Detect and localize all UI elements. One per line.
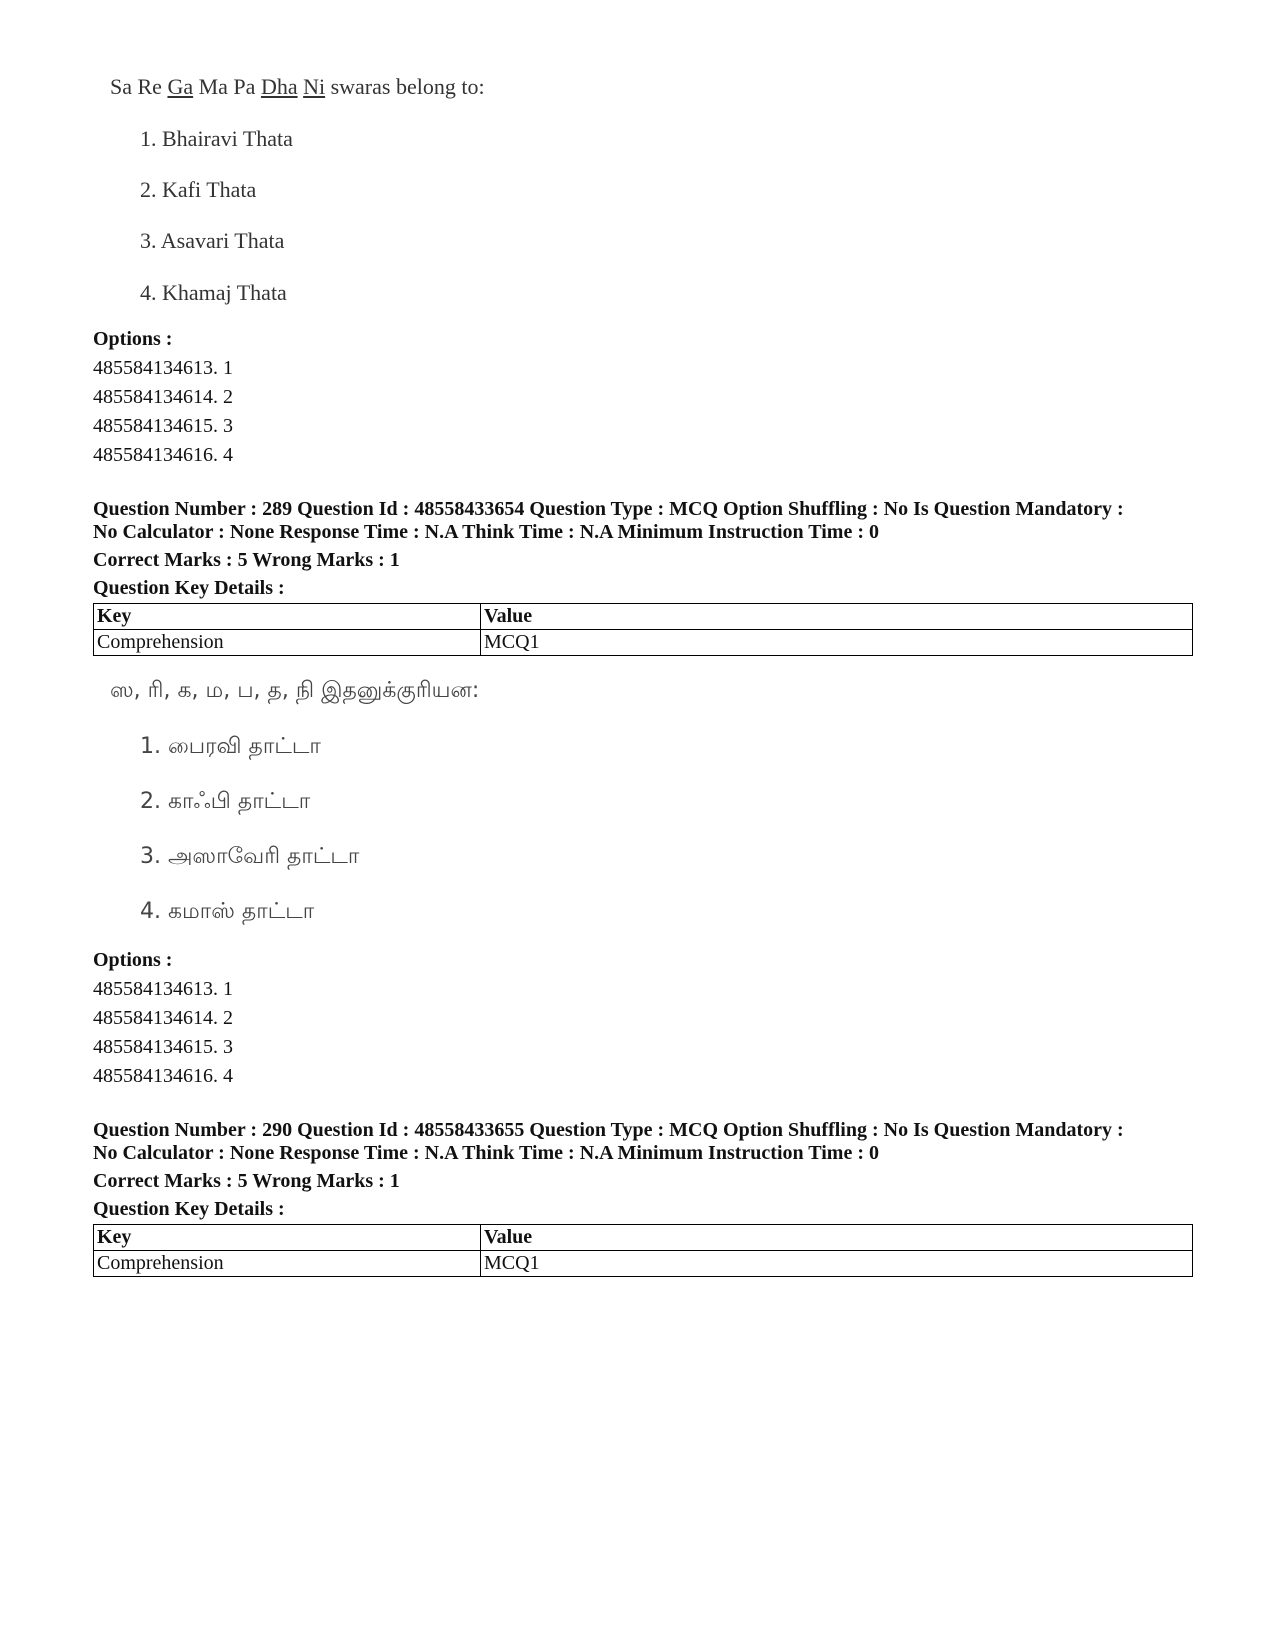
meta-line: Question Number : 289 Question Id : 48558433654 Question Type : MCQ Option Shuffling : No Is Question Mandatory : — [93, 498, 1124, 520]
meta-line: No Calculator : None Response Time : N.A Think Time : N.A Minimum Instruction Time : 0 — [93, 1142, 879, 1164]
choice-1: 1. Bhairavi Thata — [140, 126, 293, 151]
option-item: 485584134613. 1 — [93, 357, 233, 379]
options-list — [93, 325, 233, 470]
cell-key: Comprehension — [94, 630, 481, 656]
question-stem-english — [110, 74, 485, 100]
option-item: 485584134614. 2 — [93, 386, 233, 408]
option-item: 485584134616. 4 — [93, 444, 233, 466]
option-item: 485584134615. 3 — [93, 1036, 233, 1058]
stem-part-underlined: Ga — [167, 74, 194, 99]
key-details-table-289 — [93, 603, 1193, 656]
question-stem-tamil: ஸ, ரி, க, ம, ப, த, நி இதனுக்குரியன: — [110, 678, 480, 703]
options-label: Options : — [93, 949, 173, 971]
stem-part: swaras belong to: — [325, 74, 485, 99]
option-item: 485584134614. 2 — [93, 1007, 233, 1029]
stem-part: Sa Re — [110, 74, 168, 99]
option-item: 485584134613. 1 — [93, 978, 233, 1000]
key-details-table-290 — [93, 1224, 1193, 1277]
options-label: Options : — [93, 328, 173, 350]
question-meta-289 — [93, 498, 1193, 544]
choice-3: 3. அஸாவேரி தாட்டா — [140, 844, 360, 869]
question-meta-290 — [93, 1119, 1193, 1165]
choice-2: 2. காஃபி தாட்டா — [140, 789, 311, 814]
choice-4: 4. கமாஸ் தாட்டா — [140, 899, 315, 924]
meta-line: No Calculator : None Response Time : N.A Think Time : N.A Minimum Instruction Time : 0 — [93, 521, 879, 543]
cell-value: MCQ1 — [481, 630, 1193, 656]
key-details-label-289: Question Key Details : — [93, 577, 285, 599]
table-header-row — [94, 604, 1193, 630]
option-item: 485584134615. 3 — [93, 415, 233, 437]
cell-value: MCQ1 — [481, 1251, 1193, 1277]
stem-part-underlined: Dha — [260, 74, 298, 99]
marks-289: Correct Marks : 5 Wrong Marks : 1 — [93, 549, 400, 571]
marks-290: Correct Marks : 5 Wrong Marks : 1 — [93, 1170, 400, 1192]
header-key: Key — [94, 1225, 481, 1251]
stem-part-underlined: Ni — [303, 74, 326, 99]
table-header-row — [94, 1225, 1193, 1251]
header-value: Value — [481, 1225, 1193, 1251]
cell-key: Comprehension — [94, 1251, 481, 1277]
choice-4: 4. Khamaj Thata — [140, 280, 287, 305]
table-row — [94, 630, 1193, 656]
stem-part: Ma Pa — [193, 74, 261, 99]
option-item: 485584134616. 4 — [93, 1065, 233, 1087]
choice-2: 2. Kafi Thata — [140, 177, 257, 202]
key-details-label-290: Question Key Details : — [93, 1198, 285, 1220]
table-row — [94, 1251, 1193, 1277]
options-list — [93, 946, 233, 1091]
header-key: Key — [94, 604, 481, 630]
header-value: Value — [481, 604, 1193, 630]
choice-1: 1. பைரவி தாட்டா — [140, 734, 321, 759]
meta-line: Question Number : 290 Question Id : 48558433655 Question Type : MCQ Option Shuffling : No Is Question Mandatory : — [93, 1119, 1124, 1141]
choice-3: 3. Asavari Thata — [140, 228, 285, 253]
